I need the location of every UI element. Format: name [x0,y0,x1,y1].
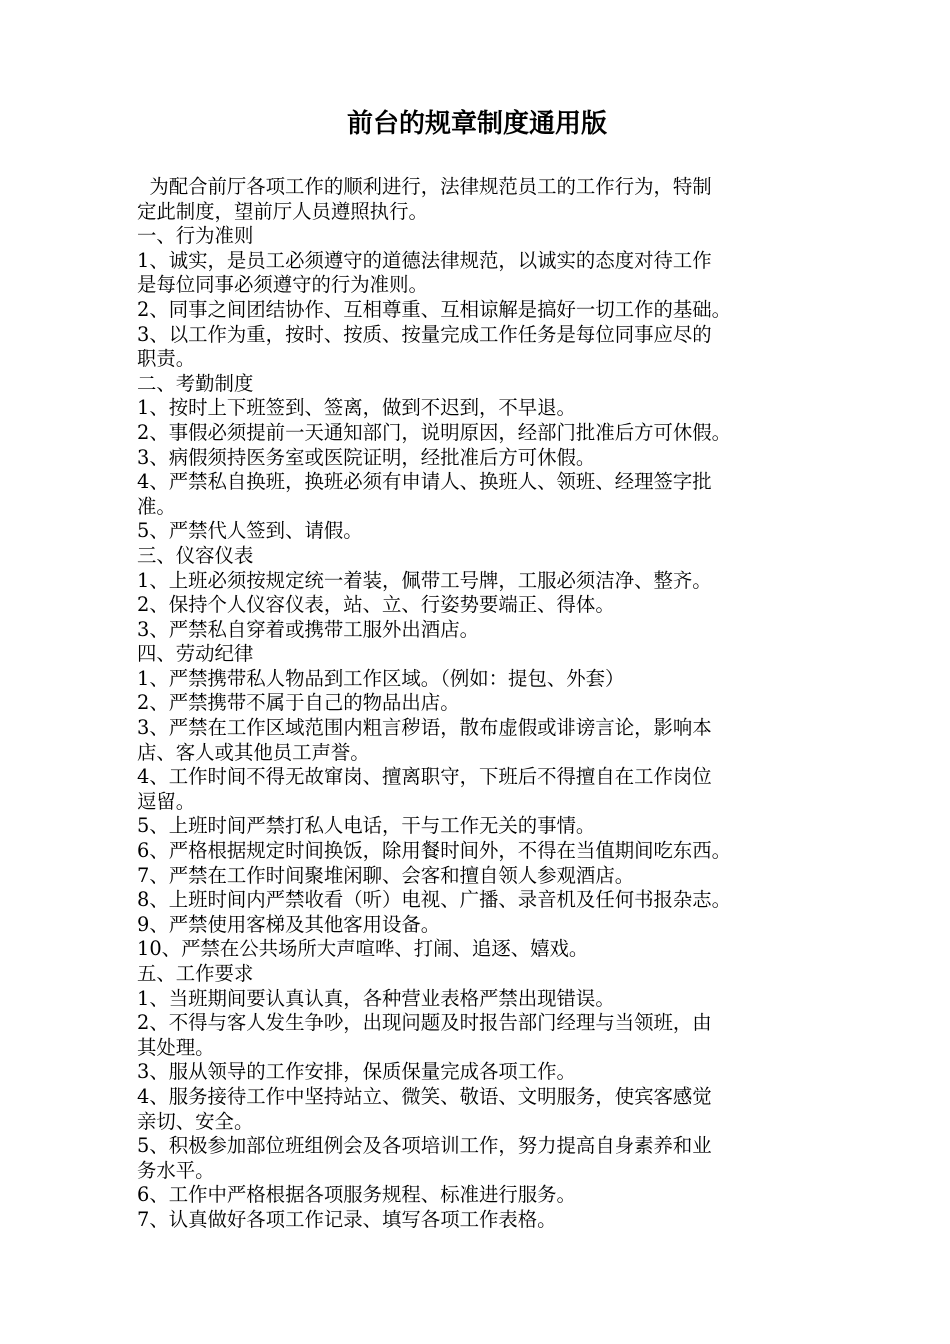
document-line: 准。 [137,494,176,518]
document-line: 店、客人或其他员工声誉。 [137,740,370,764]
document-line: 务水平。 [137,1158,215,1182]
document-line: 逗留。 [137,789,196,813]
document-line: 二、考勤制度 [137,371,254,395]
document-line: 职责。 [137,347,196,371]
document-line: 三、仪容仪表 [137,543,254,567]
document-line: 1、当班期间要认真认真，各种营业表格严禁出现错误。 [137,986,615,1010]
document-line: 五、工作要求 [137,962,254,985]
document-line: 2、不得与客人发生争吵，出现问题及时报告部门经理与当领班，由 [137,1011,712,1035]
document-line: 1、按时上下班签到、签离，做到不迟到，不早退。 [137,396,576,420]
document-line: 4、工作时间不得无故窜岗、擅离职守，下班后不得擅自在工作岗位 [137,765,712,789]
document-line: 8、上班时间内严禁收看（听）电视、广播、录音机及任何书报杂志。 [137,888,732,912]
document-line: 四、劳动纪律 [137,642,254,666]
document-line: 1、诚实，是员工必须遵守的道德法律规范，以诚实的态度对待工作 [137,248,712,272]
document-line: 6、工作中严格根据各项服务规程、标准进行服务。 [137,1183,576,1207]
document-line: 5、严禁代人签到、请假。 [137,519,363,543]
document-line: 为配合前厅各项工作的顺利进行，法律规范员工的工作行为，特制 [137,175,712,198]
document-line: 2、严禁携带不属于自己的物品出店。 [137,691,460,715]
document-line: 2、保持个人仪容仪表，站、立、行姿势要端正、得体。 [137,593,615,617]
document-line: 3、病假须持医务室或医院证明，经批准后方可休假。 [137,445,596,469]
document-line: 10、严禁在公共场所大声喧哗、打闹、追逐、嬉戏。 [137,937,589,961]
document-line: 4、服务接待工作中坚持站立、微笑、敬语、文明服务，使宾客感觉 [137,1084,712,1108]
document-line: 3、以工作为重，按时、按质、按量完成工作任务是每位同事应尽的 [137,322,712,346]
document-line: 4、严禁私自换班，换班必须有申请人、换班人、领班、经理签字批 [137,470,712,494]
document-line: 其处理。 [137,1035,215,1059]
document-line: 3、严禁私自穿着或携带工服外出酒店。 [137,617,479,641]
document-line: 3、严禁在工作区域范围内粗言秽语，散布虚假或诽谤言论，影响本 [137,716,712,740]
document-line: 6、严格根据规定时间换饭，除用餐时间外，不得在当值期间吃东西。 [137,839,732,863]
document-line: 1、上班必须按规定统一着装，佩带工号牌，工服必须洁净、整齐。 [137,568,712,592]
document-line: 7、严禁在工作时间聚堆闲聊、会客和擅自领人参观酒店。 [137,863,635,887]
document-line: 一、行为准则 [137,224,254,248]
document-line: 9、严禁使用客梯及其他客用设备。 [137,912,441,936]
document-line: 是每位同事必须遵守的行为准则。 [137,273,428,297]
document-line: 1、严禁携带私人物品到工作区域。（例如：提包、外套） [137,666,625,690]
document-line: 7、认真做好各项工作记录、填写各项工作表格。 [137,1207,557,1231]
document-line: 2、同事之间团结协作、互相尊重、互相谅解是搞好一切工作的基础。 [137,297,732,321]
document-body [137,175,817,1233]
page-title: 前台的规章制度通用版 [346,109,607,139]
document-line: 5、积极参加部位班组例会及各项培训工作，努力提高自身素养和业 [137,1134,712,1158]
document-line: 2、事假必须提前一天通知部门，说明原因，经部门批准后方可休假。 [137,420,732,444]
document-line: 5、上班时间严禁打私人电话，干与工作无关的事情。 [137,814,596,838]
document-line: 3、服从领导的工作安排，保质保量完成各项工作。 [137,1060,576,1084]
document-line: 定此制度，望前厅人员遵照执行。 [137,199,428,223]
document-line: 亲切、安全。 [137,1109,254,1133]
